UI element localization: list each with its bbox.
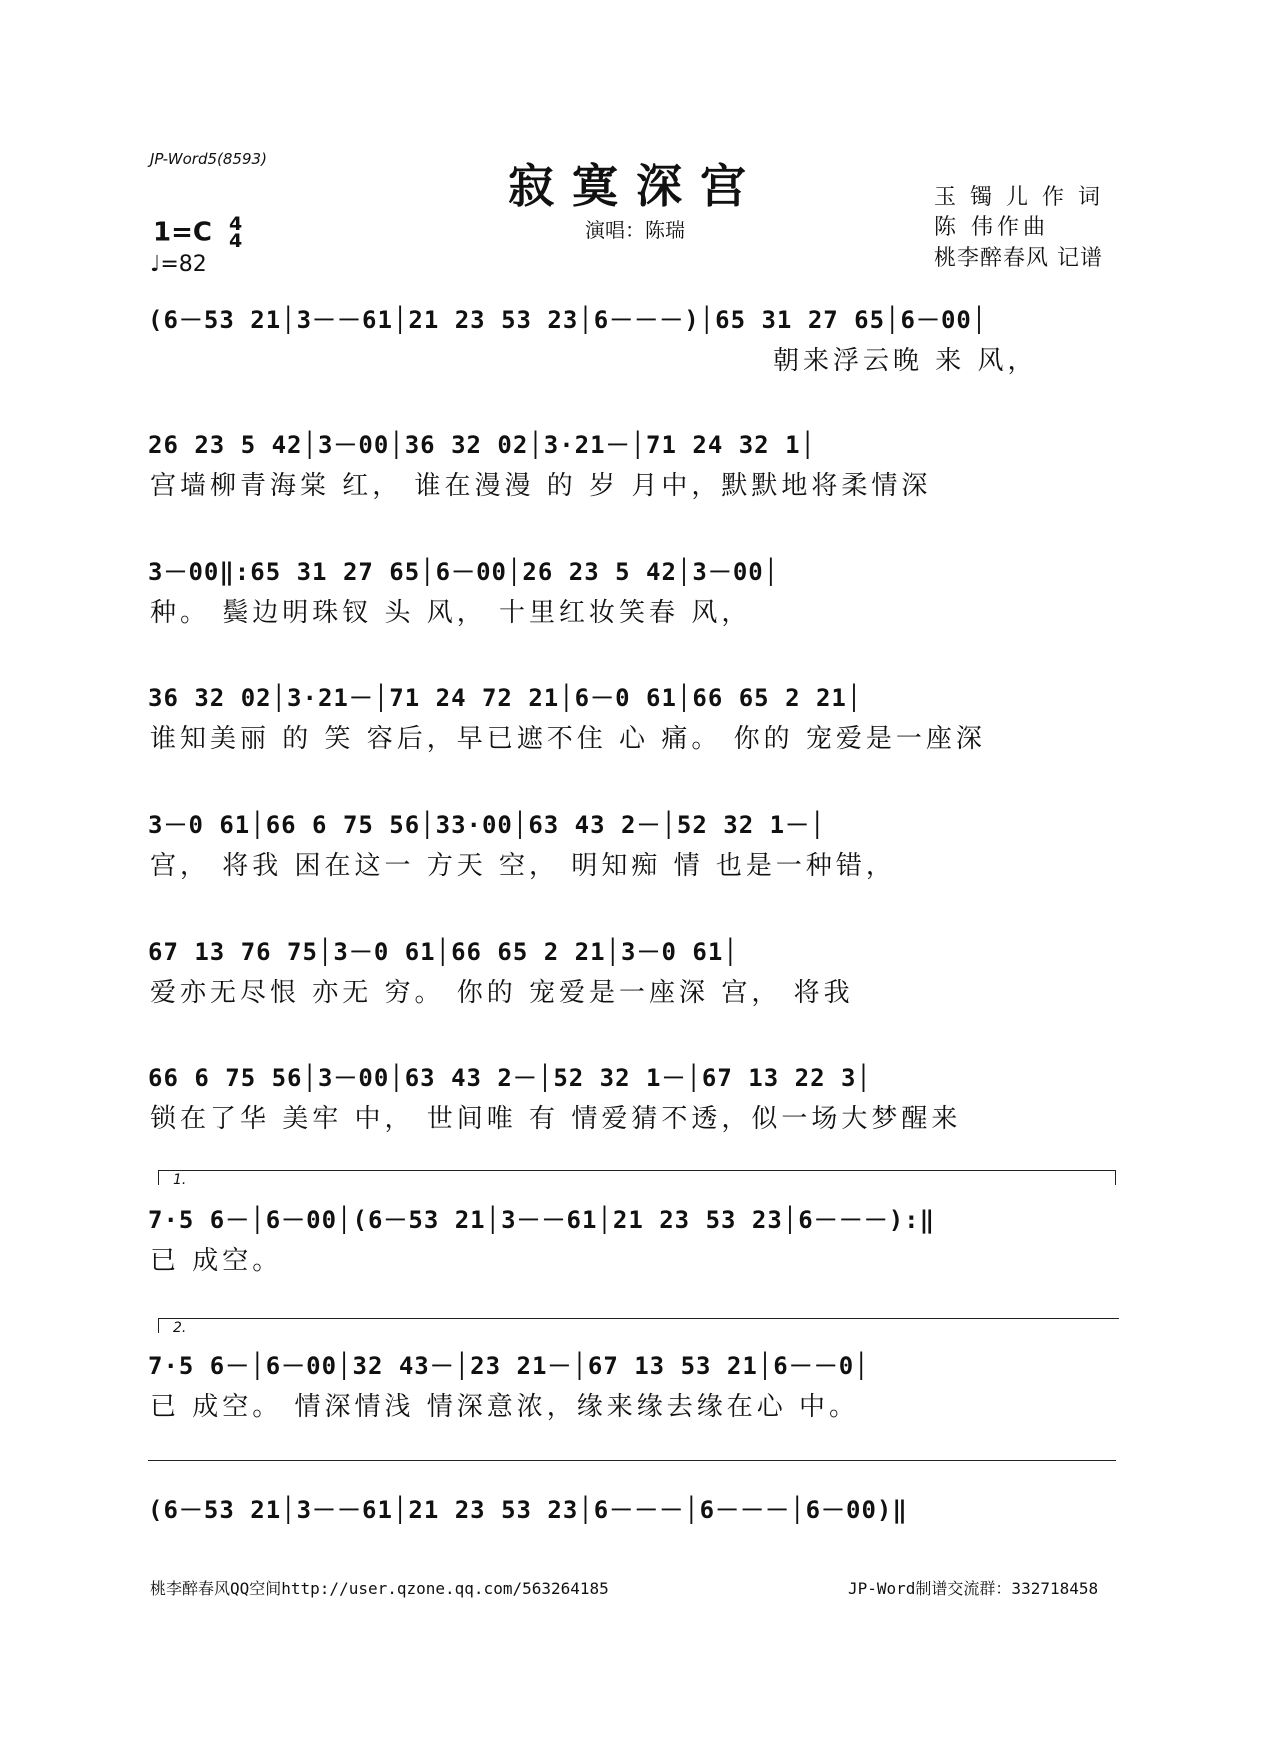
time-top: 4: [229, 213, 243, 235]
footer-group-info: JP-Word制谱交流群：332718458: [848, 1579, 1099, 1598]
score-line-notes: 36 32 02│3·21－│71 24 72 21│6－0 61│66 65 2 21│: [148, 684, 863, 712]
lyricist-credit: 玉镯儿作词: [934, 185, 1115, 210]
score-line-notes: 67 13 76 75│3－0 61│66 65 2 21│3－0 61│: [148, 938, 739, 966]
transcriber-credit: 桃李醉春风 记谱: [934, 246, 1103, 271]
source-label: JP-Word5(8593): [150, 150, 267, 168]
score-line-lyrics: 宫墙柳青海棠 红， 谁在漫漫 的 岁 月中，默默地将柔情深: [150, 471, 932, 501]
score-line-notes: (6－53 21│3－－61│21 23 53 23│6－－－│6－－－│6－00)‖: [148, 1496, 908, 1524]
volta-bracket-2: [158, 1318, 1119, 1333]
score-line-lyrics: 种。 鬓边明珠钗 头 风， 十里红妆笑春 风，: [150, 598, 752, 628]
score-line-lyrics: 已 成空。 情深情浅 情深意浓，缘来缘去缘在心 中。: [150, 1392, 860, 1422]
volta-label-1: 1.: [173, 1172, 187, 1188]
score-line-notes: 66 6 75 56│3－00│63 43 2－│52 32 1－│67 13 22 3│: [148, 1064, 872, 1092]
volta-bracket-1: [158, 1170, 1116, 1185]
score-line-lyrics: 朝来浮云晚 来 风，: [773, 346, 1038, 376]
tempo-mark: ♩=82: [150, 252, 207, 277]
song-title: 寂寞深宫: [508, 159, 764, 213]
coda-bracket: [148, 1460, 1116, 1475]
score-line-notes: 7·5 6－│6－00│32 43－│23 21－│67 13 53 21│6－－0│: [148, 1352, 870, 1380]
volta-label-2: 2.: [173, 1320, 187, 1336]
time-signature: [229, 213, 243, 252]
footer-qzone-link: 桃李醉春风QQ空间http://user.qzone.qq.com/563264185: [150, 1579, 609, 1598]
score-line-notes: 3－0 61│66 6 75 56│33·00│63 43 2－│52 32 1－│: [148, 811, 826, 839]
score-line-lyrics: 已 成空。: [150, 1246, 283, 1276]
score-line-lyrics: 宫， 将我 困在这一 方天 空， 明知痴 情 也是一种错，: [150, 851, 896, 881]
score-line-lyrics: 爱亦无尽恨 亦无 穷。 你的 宠爱是一座深 宫， 将我: [150, 978, 854, 1008]
score-line-notes: 26 23 5 42│3－00│36 32 02│3·21－│71 24 32 1│: [148, 431, 816, 459]
score-line-notes: 7·5 6－│6－00│(6－53 21│3－－61│21 23 53 23│6－－－):‖: [148, 1206, 936, 1234]
time-bottom: 4: [229, 230, 243, 252]
key-label: 1=C: [153, 217, 212, 248]
composer-credit: 陈 伟作曲: [934, 215, 1049, 240]
key-signature: [153, 213, 243, 252]
score-line-notes: (6－53 21│3－－61│21 23 53 23│6－－－)│65 31 27 65│6－00│: [148, 306, 988, 334]
score-line-lyrics: 谁知美丽 的 笑 容后，早已遮不住 心 痛。 你的 宠爱是一座深: [150, 724, 986, 754]
score-line-lyrics: 锁在了华 美牢 中， 世间唯 有 情爱猜不透，似一场大梦醒来: [150, 1104, 962, 1134]
singer-label: 演唱：陈瑞: [585, 218, 685, 242]
score-line-notes: 3－00‖:65 31 27 65│6－00│26 23 5 42│3－00│: [148, 558, 780, 586]
